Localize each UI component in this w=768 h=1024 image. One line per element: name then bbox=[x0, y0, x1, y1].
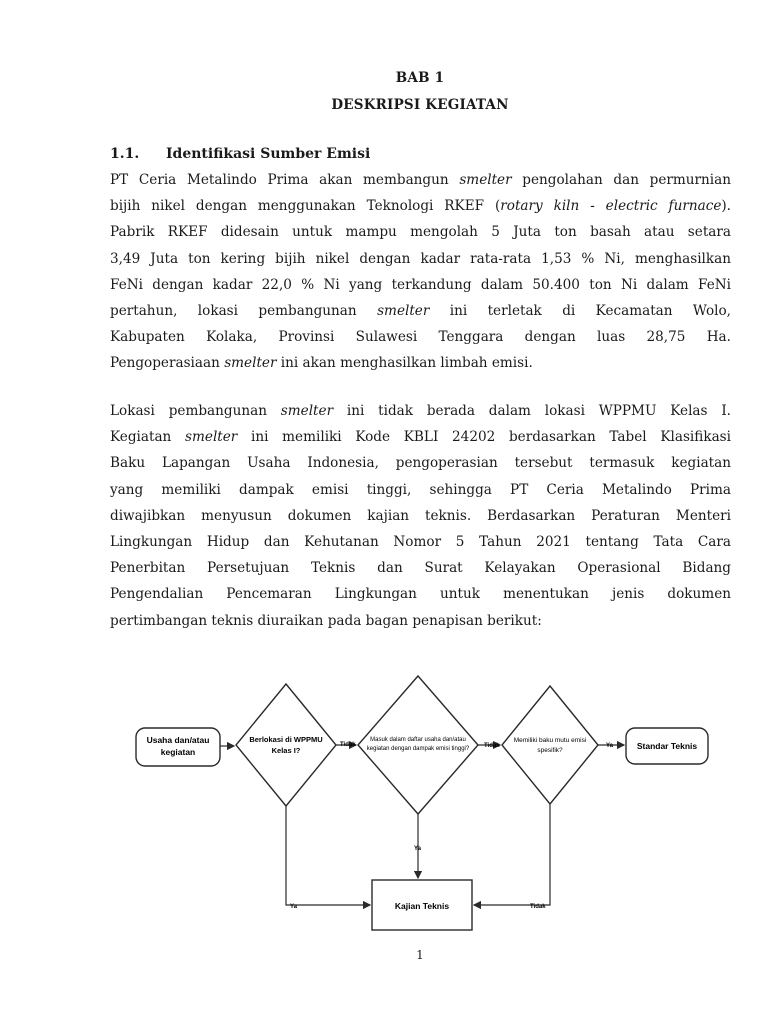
text-line: Kabupaten Kolaka, Provinsi Sulawesi Tenggara dengan luas 28,75 Ha. bbox=[110, 329, 731, 346]
chapter-label: BAB 1 bbox=[395, 70, 445, 86]
text-line: Pengendalian Pencemaran Lingkungan untuk menentukan jenis dokumen bbox=[110, 586, 731, 603]
flow-study-label: Kajian Teknis bbox=[394, 901, 450, 911]
text-line: Lingkungan Hidup dan Kehutanan Nomor 5 Tahun 2021 tentang Tata Cara bbox=[110, 534, 731, 551]
section-number: 1.1. bbox=[110, 146, 140, 162]
flow-label-no-3: Tidak bbox=[530, 904, 546, 910]
flow-standard-label: Standar Teknis bbox=[636, 741, 698, 751]
section-title: Identifikasi Sumber Emisi bbox=[166, 146, 371, 162]
flow-label-no-2: Tidak bbox=[484, 743, 500, 749]
italic-term: smelter bbox=[377, 303, 430, 320]
flow-decision-wppmu bbox=[236, 684, 336, 806]
flow-label-yes-3: Ya bbox=[606, 743, 614, 749]
text-line: FeNi dengan kadar 22,0 % Ni yang terkandung dalam 50.400 ton Ni dalam FeNi bbox=[110, 276, 731, 293]
text-line: Lokasi pembangunan smelter ini tidak berada dalam lokasi WPPMU Kelas I. bbox=[110, 403, 732, 419]
flow-decision3-label-2: spesifik? bbox=[537, 747, 563, 754]
text-line: Kegiatan smelter ini memiliki Kode KBLI 24202 berdasarkan Tabel Klasifikasi bbox=[110, 429, 731, 446]
text-line: diwajibkan menyusun dokumen kajian teknis. Berdasarkan Peraturan Menteri bbox=[110, 507, 731, 524]
chapter-title: DESKRIPSI KEGIATAN bbox=[331, 97, 509, 113]
italic-term: smelter bbox=[280, 403, 334, 419]
flow-decision2-label-1: Masuk dalam daftar usaha dan/atau bbox=[370, 737, 466, 743]
text-line: PT Ceria Metalindo Prima akan membangun smelter pengolahan dan permurnian bbox=[110, 172, 731, 188]
text-line: bijih nikel dengan menggunakan Teknologi RKEF (rotary kiln - electric furnace). bbox=[110, 198, 731, 215]
flow-arrow-d1-to-study bbox=[286, 806, 370, 905]
paragraph-2 bbox=[110, 398, 731, 634]
italic-term: rotary kiln - electric furnace bbox=[500, 198, 722, 215]
paragraph-1 bbox=[110, 167, 731, 377]
screening-flowchart bbox=[130, 672, 730, 942]
text-line: yang memiliki dampak emisi tinggi, sehingga PT Ceria Metalindo Prima bbox=[110, 481, 731, 498]
italic-term: smelter bbox=[185, 429, 238, 446]
flow-decision1-label-1: Berlokasi di WPPMU bbox=[249, 735, 323, 744]
text-line: pertahun, lokasi pembangunan smelter ini terletak di Kecamatan Wolo, bbox=[110, 303, 732, 320]
italic-term: smelter bbox=[459, 172, 512, 188]
flow-decision-emission-standard bbox=[502, 686, 598, 804]
text-line: Pengoperasiaan smelter ini akan menghasilkan limbah emisi. bbox=[110, 355, 533, 372]
flow-decision2-label-2: kegiatan dengan dampak emisi tinggi? bbox=[366, 746, 470, 752]
flow-label-yes-1: Ya bbox=[290, 904, 298, 910]
text-line: Pabrik RKEF didesain untuk mampu mengolah 5 Juta ton basah atau setara bbox=[110, 224, 731, 241]
page-number: 1 bbox=[416, 948, 424, 962]
flow-start-label-2: kegiatan bbox=[160, 747, 196, 757]
flow-label-yes-2: Ya bbox=[414, 846, 422, 852]
section-heading bbox=[110, 146, 370, 162]
text-line: Baku Lapangan Usaha Indonesia, pengoperasian tersebut termasuk kegiatan bbox=[110, 455, 731, 472]
text-line: 3,49 Juta ton kering bijih nikel dengan kadar rata-rata 1,53 % Ni, menghasilkan bbox=[110, 250, 731, 267]
flow-decision3-label-1: Memiliki baku mutu emisi bbox=[513, 737, 587, 744]
italic-term: smelter bbox=[224, 355, 277, 372]
flow-label-no-1: Tidak bbox=[340, 742, 356, 748]
flow-arrow-d3-to-study bbox=[474, 804, 550, 905]
flow-decision1-label-2: Kelas I? bbox=[271, 746, 301, 755]
text-line: Penerbitan Persetujuan Teknis dan Surat Kelayakan Operasional Bidang bbox=[110, 560, 731, 577]
text-line: pertimbangan teknis diuraikan pada bagan penapisan berikut: bbox=[110, 612, 542, 629]
flow-decision-emission-list bbox=[358, 676, 478, 814]
flow-start-label-1: Usaha dan/atau bbox=[146, 735, 210, 745]
